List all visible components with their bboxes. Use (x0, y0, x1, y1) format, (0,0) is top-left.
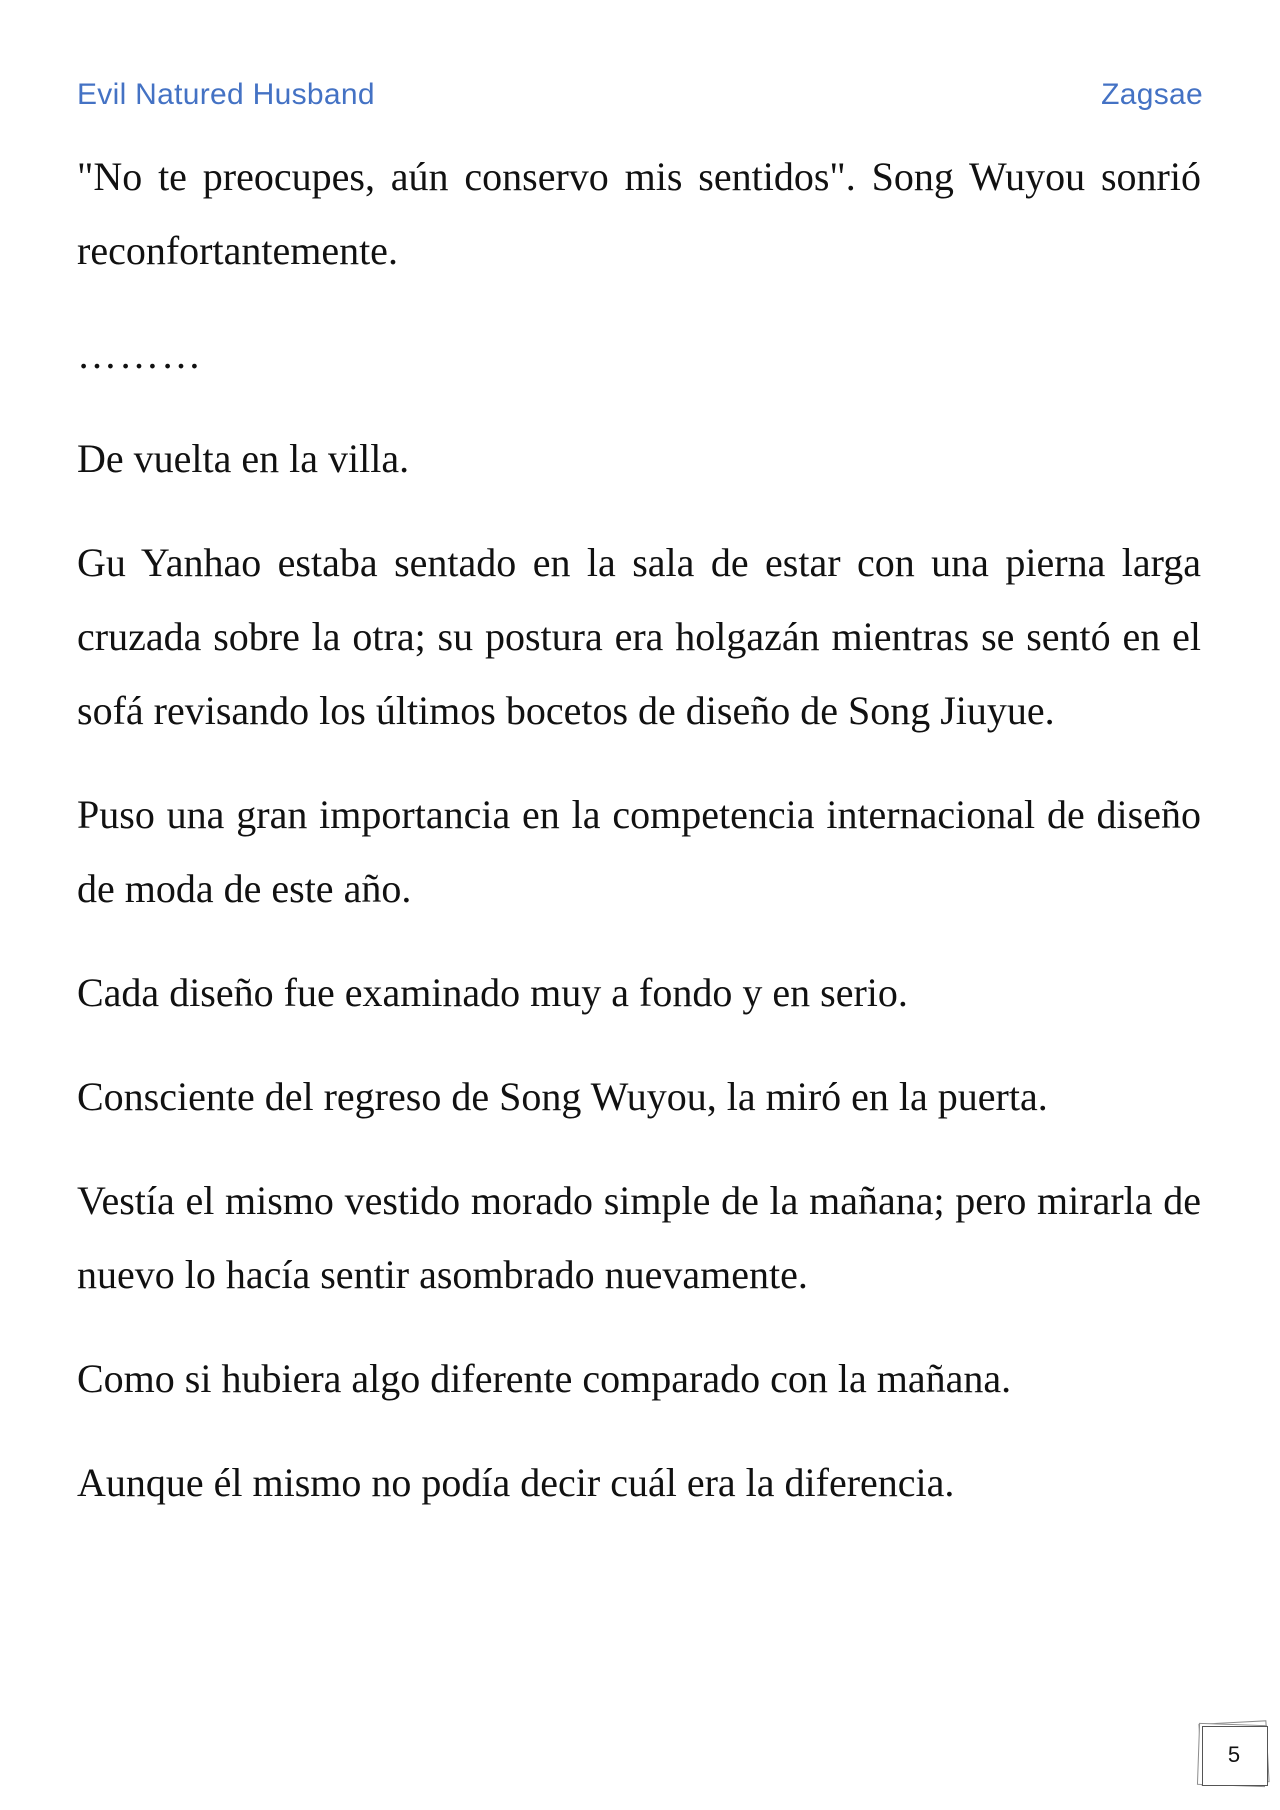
page-header (77, 78, 1203, 118)
paragraph: Puso una gran importancia en la competencia internacional de diseño de moda de este año. (77, 792, 1201, 911)
book-title: Evil Natured Husband (77, 78, 375, 111)
chapter-body (77, 140, 1201, 1550)
page-number-badge (1194, 1720, 1270, 1786)
page-number: 5 (1227, 1742, 1241, 1767)
paragraph: Cada diseño fue examinado muy a fondo y en serio. (77, 970, 908, 1015)
paragraph: "No te preocupes, aún conservo mis sentidos". Song Wuyou sonrió reconfortantemente. (77, 154, 1201, 273)
paragraph: De vuelta en la villa. (77, 436, 410, 481)
paragraph: Gu Yanhao estaba sentado en la sala de estar con una pierna larga cruzada sobre la otra; su postura era holgazán mientras se sentó en el sofá revisando los últimos bocetos de diseño de Song Jiuyue. (77, 540, 1201, 733)
paragraph: Vestía el mismo vestido morado simple de la mañana; pero mirarla de nuevo lo hacía sentir asombrado nuevamente. (77, 1178, 1201, 1297)
paragraph: Aunque él mismo no podía decir cuál era la diferencia. (77, 1460, 955, 1505)
paragraph: Como si hubiera algo diferente comparado con la mañana. (77, 1356, 1012, 1401)
author-name: Zagsae (1101, 78, 1203, 111)
scene-break: ……… (77, 332, 203, 377)
paragraph: Consciente del regreso de Song Wuyou, la miró en la puerta. (77, 1074, 1048, 1119)
